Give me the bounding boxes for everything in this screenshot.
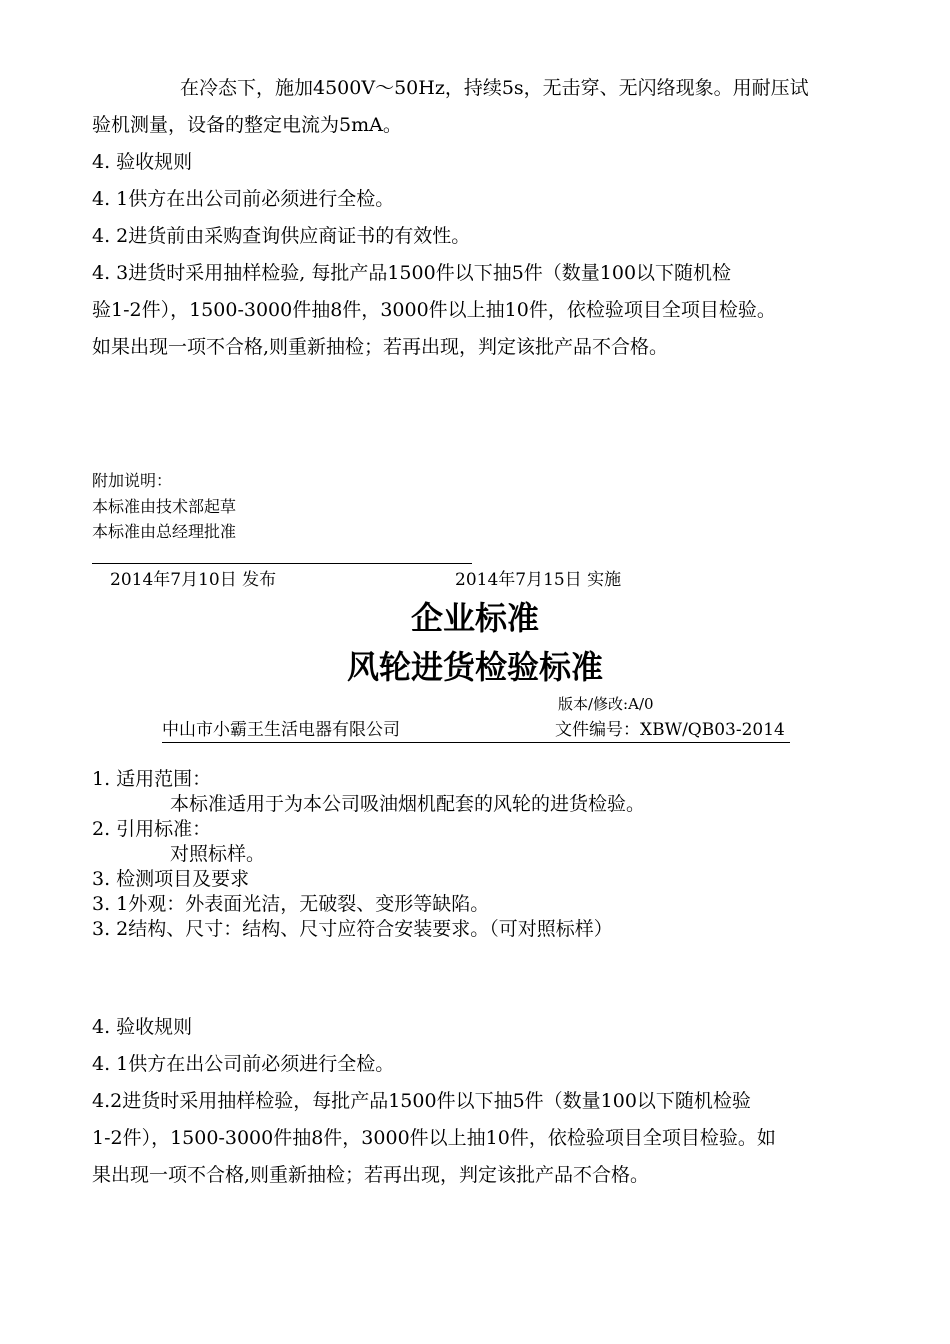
section-2-text: 对照标样。: [170, 843, 266, 865]
rule-4-2-line1: 4.2进货时采用抽样检验，每批产品1500件以下抽5件（数量100以下随机检验: [92, 1090, 751, 1112]
section-3-1: 3. 1外观：外表面光洁，无破裂、变形等缺陷。: [92, 893, 490, 915]
section-1-heading: 1. 适用范围：: [92, 768, 212, 790]
rule-4-3-line2: 验1-2件），1500-3000件抽8件，3000件以上抽10件，依检验项目全项目检验。: [92, 299, 776, 321]
title-enterprise-standard: 企业标准: [410, 599, 539, 637]
rule-4-1: 4. 1供方在出公司前必须进行全检。: [92, 1053, 395, 1075]
section-2-heading: 2. 引用标准：: [92, 818, 212, 840]
section-3-2: 3. 2结构、尺寸：结构、尺寸应符合安装要求。（可对照标样）: [92, 918, 613, 940]
title-fan-wheel-inspection: 风轮进货检验标准: [346, 648, 603, 686]
version-label: 版本/修改:A/0: [558, 695, 654, 713]
note-drafted-by: 本标准由技术部起草: [92, 497, 237, 516]
rule-4-3-line1: 4. 3进货时采用抽样检验, 每批产品1500件以下抽5件（数量100以下随机检: [92, 262, 732, 284]
rule-4-2-line2: 1-2件），1500-3000件抽8件，3000件以上抽10件，依检验项目全项目检验。如: [92, 1127, 776, 1149]
note-title: 附加说明：: [92, 471, 173, 490]
document-number: 文件编号：XBW/QB03-2014: [555, 720, 785, 740]
rule-4-3-line3: 如果出现一项不合格,则重新抽检；若再出现，判定该批产品不合格。: [92, 336, 669, 358]
paragraph-voltage-test-line1: 在冷态下，施加4500V～50Hz，持续5s，无击穿、无闪络现象。用耐压试: [180, 77, 809, 99]
rule-4-1-top: 4. 1供方在出公司前必须进行全检。: [92, 188, 395, 210]
implement-date: 2014年7月15日 实施: [455, 570, 622, 590]
section-3-heading: 3. 检测项目及要求: [92, 868, 250, 890]
note-approved-by: 本标准由总经理批准: [92, 522, 237, 541]
divider-line: [92, 563, 472, 564]
rule-4-2-top: 4. 2进货前由采购查询供应商证书的有效性。: [92, 225, 471, 247]
company-doc-line: [162, 718, 790, 743]
section-4-heading-top: 4. 验收规则: [92, 151, 193, 173]
section-4-heading: 4. 验收规则: [92, 1016, 193, 1038]
rule-4-2-line3: 果出现一项不合格,则重新抽检；若再出现，判定该批产品不合格。: [92, 1164, 650, 1186]
company-name: 中山市小霸王生活电器有限公司: [162, 720, 400, 740]
publish-date: 2014年7月10日 发布: [110, 570, 277, 590]
paragraph-voltage-test-line2: 验机测量，设备的整定电流为5mA。: [92, 114, 402, 136]
section-1-text: 本标准适用于为本公司吸油烟机配套的风轮的进货检验。: [170, 793, 646, 815]
